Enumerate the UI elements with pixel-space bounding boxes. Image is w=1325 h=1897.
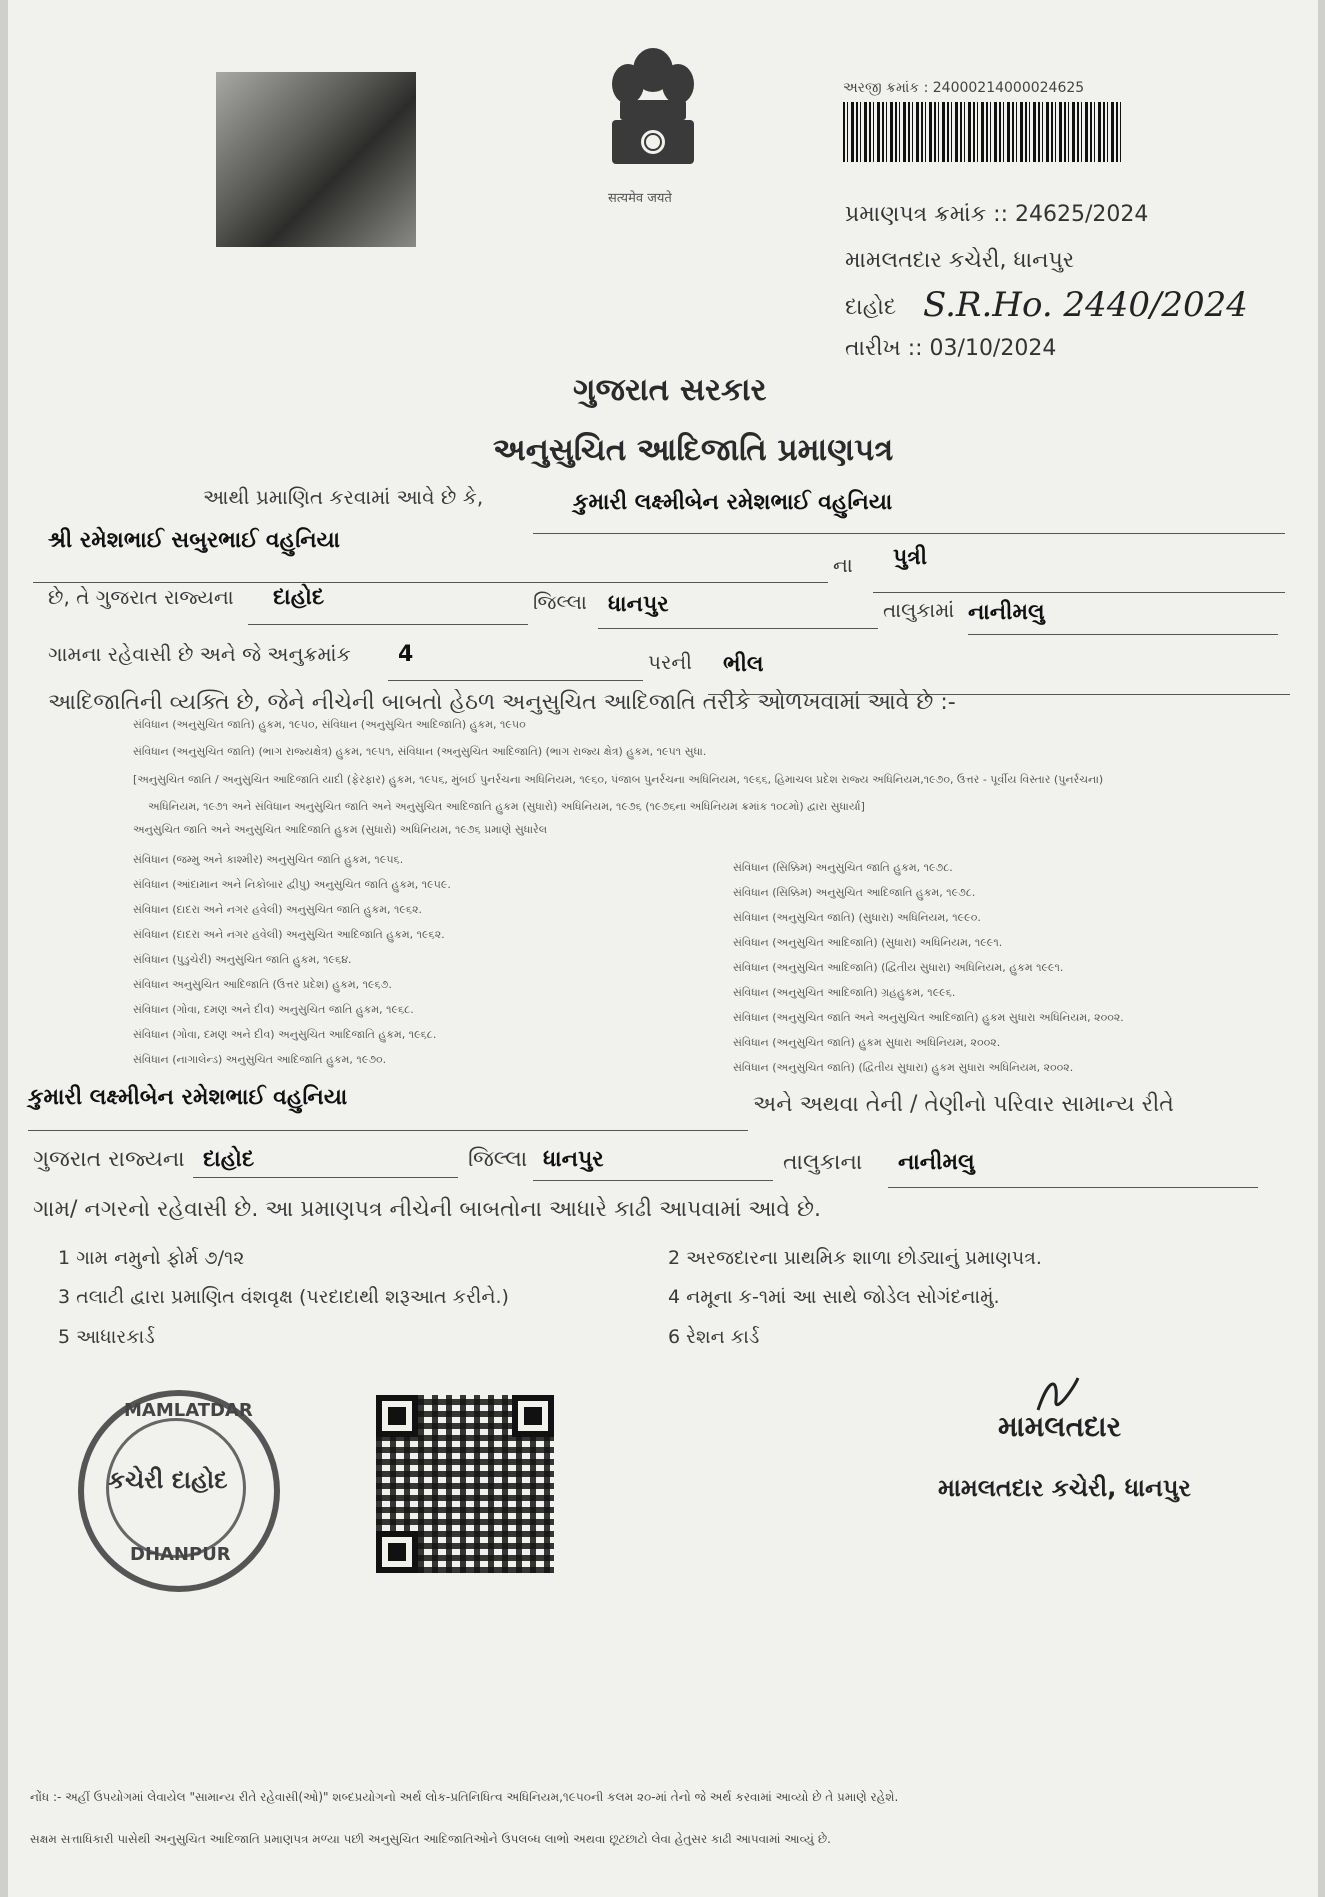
document-item: 6 રેશન કાર્ડ	[668, 1326, 760, 1348]
state-text: છે, તે ગુજરાત રાજ્યના	[48, 585, 234, 609]
order-right: સંવિધાન (અનુસુચિત આદિજાતિ) (સુધારા) અધિનિયમ, ૧૯૯૧.	[733, 936, 1003, 949]
order-line: સંવિધાન (અનુસુચિત જાતિ) (ભાગ રાજ્યક્ષેત્ર) હુકમ, ૧૯૫૧, સંવિધાન (અનુસુચિત આદિજાતિ) (ભાગ રાજ્ય ક્ષેત્ર) હુકમ, ૧૯૫૧ સુધા.	[133, 745, 707, 758]
issue-date: તારીખ :: 03/10/2024	[845, 336, 1057, 361]
order-right: સંવિધાન (અનુસુચિત આદિજાતિ) (દ્વિતીય સુધારા) અધિનિયમ, હુકમ ૧૯૯૧.	[733, 961, 1064, 974]
order-right: સંવિધાન (અનુસુચિત જાતિ) હુકમ સુધારા અધિનિયમ, ૨૦૦૨.	[733, 1036, 1001, 1049]
order-right: સંવિધાન (અનુસુચિત જાતિ અને અનુસુચિત આદિજાતિ) હુકમ સુધારા અધિનિયમ, ૨૦૦૨.	[733, 1011, 1124, 1024]
order-right: સંવિધાન (અનુસુચિત જાતિ) (સુધારા) અધિનિયમ, ૧૯૯૦.	[733, 911, 981, 924]
recognized-text: આદિજાતિની વ્યક્તિ છે, જેને નીચેની બાબતો હેઠળ અનુસુચિત આદિજાતિ તરીકે ઓળખવામાં આવે છે :-	[48, 690, 956, 715]
footer-note-line: સક્ષમ સત્તાધિકારી પાસેથી અનુસુચિત આદિજાતિ પ્રમાણપત્ર મળ્યા પછી અનુસુચિત આદિજાતિઓને ઉપલબ્ધ લાભો અથવા છૂટછાટો લેવા હેતુસર કાઢી આપવામાં આવ્યું છે.	[30, 1832, 831, 1846]
taluka-label: તાલુકામાં	[883, 598, 955, 622]
seal-top-text: MAMLATDAR	[124, 1400, 253, 1421]
state-emblem-icon	[598, 42, 708, 192]
document-item: 2 અરજદારના પ્રાથમિક શાળા છોડ્યાનું પ્રમાણપત્ર.	[668, 1247, 1042, 1269]
father-name: શ્રી રમેશભાઈ સબુરભાઈ વહુનિયા	[48, 528, 340, 553]
order-right: સંવિધાન (સિક્કિમ) અનુસુચિત આદિજાતિ હુકમ, ૧૯૭૮.	[733, 886, 976, 899]
serial-number: 4	[398, 642, 414, 667]
residence-district-label: જિલ્લા	[468, 1147, 528, 1172]
resident-text: ગામના રહેવાસી છે અને જે અનુક્રમાંક	[48, 642, 351, 666]
issuing-office: મામલતદાર કચેરી, ધાનપુર	[845, 248, 1075, 273]
signatory-designation: મામલતદાર	[998, 1410, 1122, 1443]
order-line: અનુસુચિત જાતિ અને અનુસુચિત આદિજાતિ હુકમ (સુધારો) અધિનિયમ, ૧૯૭૬ પ્રમાણે સુધારેલ	[133, 823, 548, 836]
taluka-name: ધાનપુર	[608, 592, 669, 617]
order-right: સંવિધાન (અનુસુચિત જાતિ) (દ્વિતીય સુધારા) હુકમ સુધારા અધિનિયમ, ૨૦૦૨.	[733, 1061, 1074, 1074]
office-seal	[78, 1390, 280, 1592]
relation: પુત્રી	[893, 545, 928, 570]
residence-taluka-name: ધાનપુર	[543, 1147, 604, 1172]
certify-text: આથી પ્રમાણિત કરવામાં આવે છે કે,	[203, 485, 484, 509]
order-left: સંવિધાન (જમ્મુ અને કાશ્મીર) અનુસુચિત જાતિ હુકમ, ૧૯૫૬.	[133, 853, 404, 866]
barcode	[843, 102, 1123, 162]
document-item: 1 ગામ નમુનો ફોર્મ ૭/૧૨	[58, 1247, 245, 1269]
order-left: સંવિધાન (નાગાલેન્ડ) અનુસુચિત આદિજાતિ હુકમ, ૧૯૭૦.	[133, 1053, 387, 1066]
seal-bottom-text: DHANPUR	[130, 1544, 231, 1565]
order-left: સંવિધાન અનુસુચિત આદિજાતિ (ઉત્તર પ્રદેશ) હુકમ, ૧૯૬૭.	[133, 978, 392, 991]
residence-holder-name: કુમારી લક્ષ્મીબેન રમેશભાઈ વહુનિયા	[28, 1085, 348, 1110]
on-text: પરની	[648, 650, 692, 674]
order-line: અધિનિયમ, ૧૯૭૧ અને સંવિધાન અનુસુચિત જાતિ અને અનુસુચિત આદિજાતિ હુકમ (સુધારો) અધિનિયમ, ૧૯૭૬ (૧૯૭૬ના અધિનિયમ ક્રમાંક ૧૦૮મો) દ્વારા સુધાર્યા]	[148, 800, 865, 813]
seal-middle-text: કચેરી દાહોદ	[108, 1466, 228, 1494]
government-title: ગુજરાત સરકાર	[573, 372, 767, 408]
handwritten-reference: S.R.Ho. 2440/2024	[923, 285, 1248, 325]
district-name: દાહોદ	[273, 585, 325, 610]
emblem-motto: सत्यमेव जयते	[608, 191, 672, 206]
residence-district-name: દાહોદ	[203, 1147, 255, 1172]
document-item: 3 તલાટી દ્વારા પ્રમાણિત વંશવૃક્ષ (પરદાદાથી શરૂઆત કરીને.)	[58, 1286, 509, 1308]
tribe-name: ભીલ	[723, 652, 764, 677]
document-item: 4 નમૂના ક-૧માં આ સાથે જોડેલ સોગંદનામું.	[668, 1286, 1000, 1308]
village-name: નાનીમલુ	[968, 600, 1045, 625]
applicant-photo	[216, 72, 416, 247]
order-right: સંવિધાન (અનુસુચિત આદિજાતિ) ગ્રહહુકમ, ૧૯૯૬.	[733, 986, 956, 999]
footer-note-line: નોંધ :- અહીં ઉપયોગમાં લેવાયેલ "સામાન્ય રીતે રહેવાસી(ઓ)" શબ્દપ્રયોગનો અર્થ લોક-પ્રતિનિધિત્વ અધિનિયમ,૧૯૫૦ની કલમ ૨૦-માં તેનો જે અર્થ કરવામાં આવ્યો છે તે પ્રમાણે રહેશે.	[30, 1790, 899, 1804]
order-left: સંવિધાન (પુડુચેરી) અનુસુચિત જાતિ હુકમ, ૧૯૬૪.	[133, 953, 352, 966]
residence-state-text: ગુજરાત રાજ્યના	[33, 1147, 185, 1172]
order-left: સંવિધાન (ગોવા, દમણ અને દીવ) અનુસુચિત જાતિ હુકમ, ૧૯૬૮.	[133, 1003, 414, 1016]
order-left: સંવિધાન (આંદામાન અને નિકોબાર દ્વીપુ) અનુસુચિત જાતિ હુકમ, ૧૯૫૯.	[133, 878, 451, 891]
order-left: સંવિધાન (ગોવા, દમણ અને દીવ) અનુસુચિત આદિજાતિ હુકમ, ૧૯૬૮.	[133, 1028, 437, 1041]
district-label: જિલ્લા	[533, 590, 587, 614]
application-number: અરજી ક્રમાંક : 24000214000024625	[843, 80, 1085, 96]
residence-village-name: નાનીમલુ	[898, 1150, 975, 1175]
certificate-page	[8, 0, 1318, 1897]
residence-taluka-label: તાલુકાના	[783, 1150, 863, 1175]
order-left: સંવિધાન (દાદરા અને નગર હવેલી) અનુસુચિત જાતિ હુકમ, ૧૯૬૨.	[133, 903, 423, 916]
order-line: સંવિધાન (અનુસુચિત જાતિ) હુકમ, ૧૯૫૦, સંવિધાન (અનુસુચિત આદિજાતિ) હુકમ, ૧૯૫૦	[133, 718, 526, 731]
handwritten-ref-label: દાહોદ	[845, 295, 897, 320]
holder-name: કુમારી લક્ષ્મીબેન રમેશભાઈ વહુનિયા	[573, 490, 893, 515]
order-line: [અનુસુચિત જાતિ / અનુસુચિત આદિજાતિ યાદી (ફેરફાર) હુકમ, ૧૯૫૬, મુંબઈ પુનર્રચના અધિનિયમ, ૧૯૬૦, પંજાબ પુનર્રચના અધિનિયમ, ૧૯૬૬, હિમાચલ પ્રદેશ રાજ્ય અધિનિયમ,૧૯૭૦, ઉત્તર - પૂર્વીય વિસ્તાર (પુનર્રચના)	[133, 773, 1104, 786]
basis-text: ગામ/ નગરનો રહેવાસી છે. આ પ્રમાણપત્ર નીચેની બાબતોના આધારે કાઢી આપવામાં આવે છે.	[33, 1197, 822, 1222]
order-left: સંવિધાન (દાદરા અને નગર હવેલી) અનુસુચિત આદિજાતિ હુકમ, ૧૯૬૨.	[133, 928, 445, 941]
certificate-number: પ્રમાણપત્ર ક્રમાંક :: 24625/2024	[845, 202, 1149, 227]
order-right: સંવિધાન (સિક્કિમ) અનુસુચિત જાતિ હુકમ, ૧૯૭૮.	[733, 861, 953, 874]
certificate-title: અનુસુચિત આદિજાતિ પ્રમાણપત્ર	[493, 432, 894, 468]
family-text: અને અથવા તેની / તેણીનો પરિવાર સામાન્ય રીતે	[753, 1092, 1174, 1117]
document-item: 5 આધારકાર્ડ	[58, 1326, 155, 1348]
qr-code	[376, 1395, 554, 1573]
signatory-office: મામલતદાર કચેરી, ધાનપુર	[938, 1474, 1191, 1502]
of-text: ના	[833, 553, 853, 577]
